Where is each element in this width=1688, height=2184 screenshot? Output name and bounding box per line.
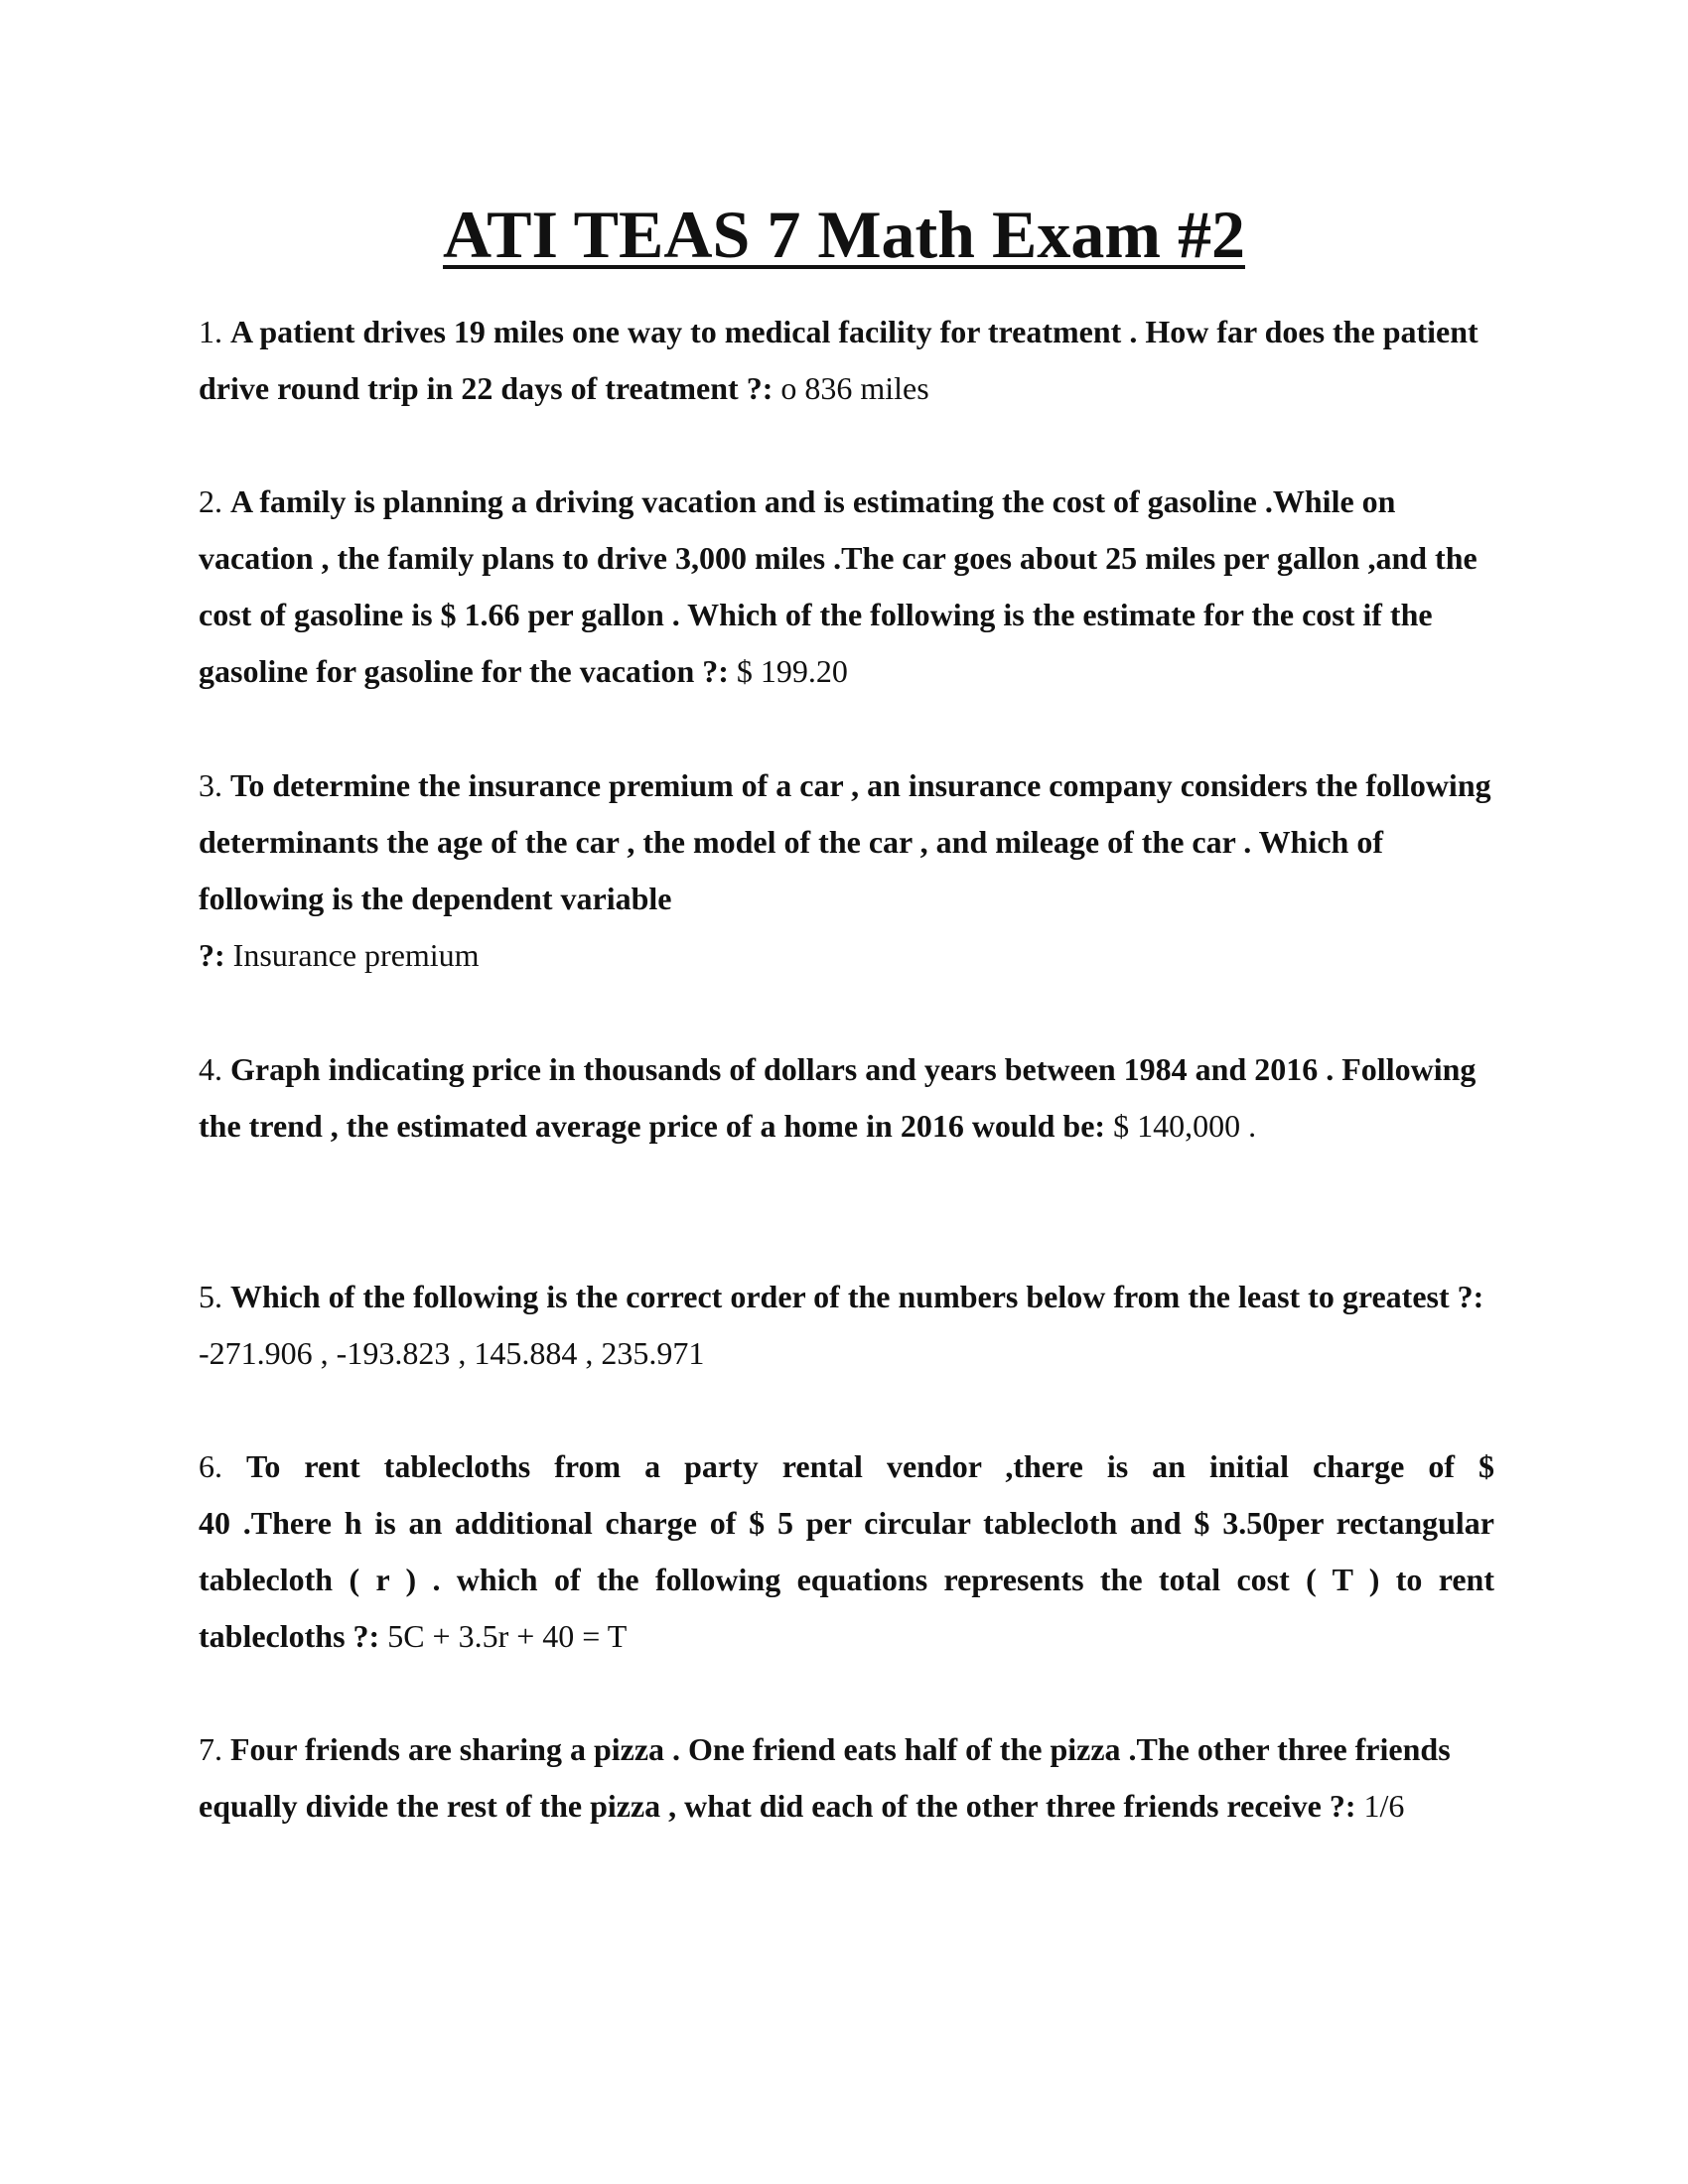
question-prompt: To determine the insurance premium of a car , an insurance company considers the following determinants the age of the car , the model of the car , and mileage of the car . Which of following is the dependent variable: [199, 767, 1491, 916]
page-title: [0, 195, 1688, 274]
question-prompt: Graph indicating price in thousands of dollars and years between 1984 and 2016 . Following the trend , the estimated average price of a home in 2016 would be:: [199, 1051, 1477, 1144]
question-answer: 1/6: [1363, 1788, 1405, 1824]
question-number: 2.: [199, 483, 222, 519]
question-6: [199, 1438, 1494, 1665]
question-number: 4.: [199, 1051, 222, 1087]
question-prompt-line: tablecloths ?:: [199, 1618, 380, 1654]
question-line: [199, 1438, 1494, 1495]
question-1: [199, 304, 1494, 417]
question-7: [199, 1721, 1494, 1835]
question-prompt-line: 40 .There h is an additional charge of $ 5 per circular tablecloth and $ 3.50per rectangular: [199, 1505, 1494, 1541]
question-number: 1.: [199, 314, 222, 349]
question-2: [199, 474, 1494, 700]
question-number: 7.: [199, 1731, 222, 1767]
question-answer: $ 140,000 .: [1113, 1108, 1257, 1144]
question-4: [199, 1041, 1494, 1155]
question-number: 6.: [199, 1448, 222, 1484]
question-answer: $ 199.20: [736, 653, 848, 689]
question-prompt: A patient drives 19 miles one way to medical facility for treatment . How far does the patient drive round trip in 22 days of treatment ?:: [199, 314, 1478, 406]
question-prompt: Four friends are sharing a pizza . One friend eats half of the pizza .The other three friends equally divide the rest of the pizza , what did each of the other three friends receive ?:: [199, 1731, 1451, 1824]
question-answer: -271.906 , -193.823 , 145.884 , 235.971: [199, 1335, 705, 1371]
answer-line: [199, 927, 1494, 984]
question-prompt: Which of the following is the correct order of the numbers below from the least to greatest ?:: [230, 1279, 1484, 1314]
question-number: 5.: [199, 1279, 222, 1314]
question-answer: o 836 miles: [780, 370, 929, 406]
answer-marker: ?:: [199, 937, 225, 973]
question-prompt: A family is planning a driving vacation and is estimating the cost of gasoline .While on vacation , the family plans to drive 3,000 miles .The car goes about 25 miles per gallon ,and the cost of gasoline is $ 1.66 per gallon . Which of the following is the estimate for the cost if the gasoline for gasoline for the vacation ?:: [199, 483, 1477, 689]
question-answer: Insurance premium: [232, 937, 480, 973]
question-5: [199, 1269, 1494, 1382]
question-prompt-line: To rent tablecloths from a party rental vendor ,there is an initial charge of $: [246, 1448, 1495, 1484]
question-answer: 5C + 3.5r + 40 = T: [387, 1618, 628, 1654]
page-title-text: ATI TEAS 7 Math Exam #2: [443, 197, 1245, 272]
question-number: 3.: [199, 767, 222, 803]
question-prompt-line: tablecloth ( r ) . which of the following equations represents the total cost ( T ) to rent: [199, 1562, 1494, 1597]
question-line: [199, 1608, 1494, 1665]
question-3: [199, 757, 1494, 984]
